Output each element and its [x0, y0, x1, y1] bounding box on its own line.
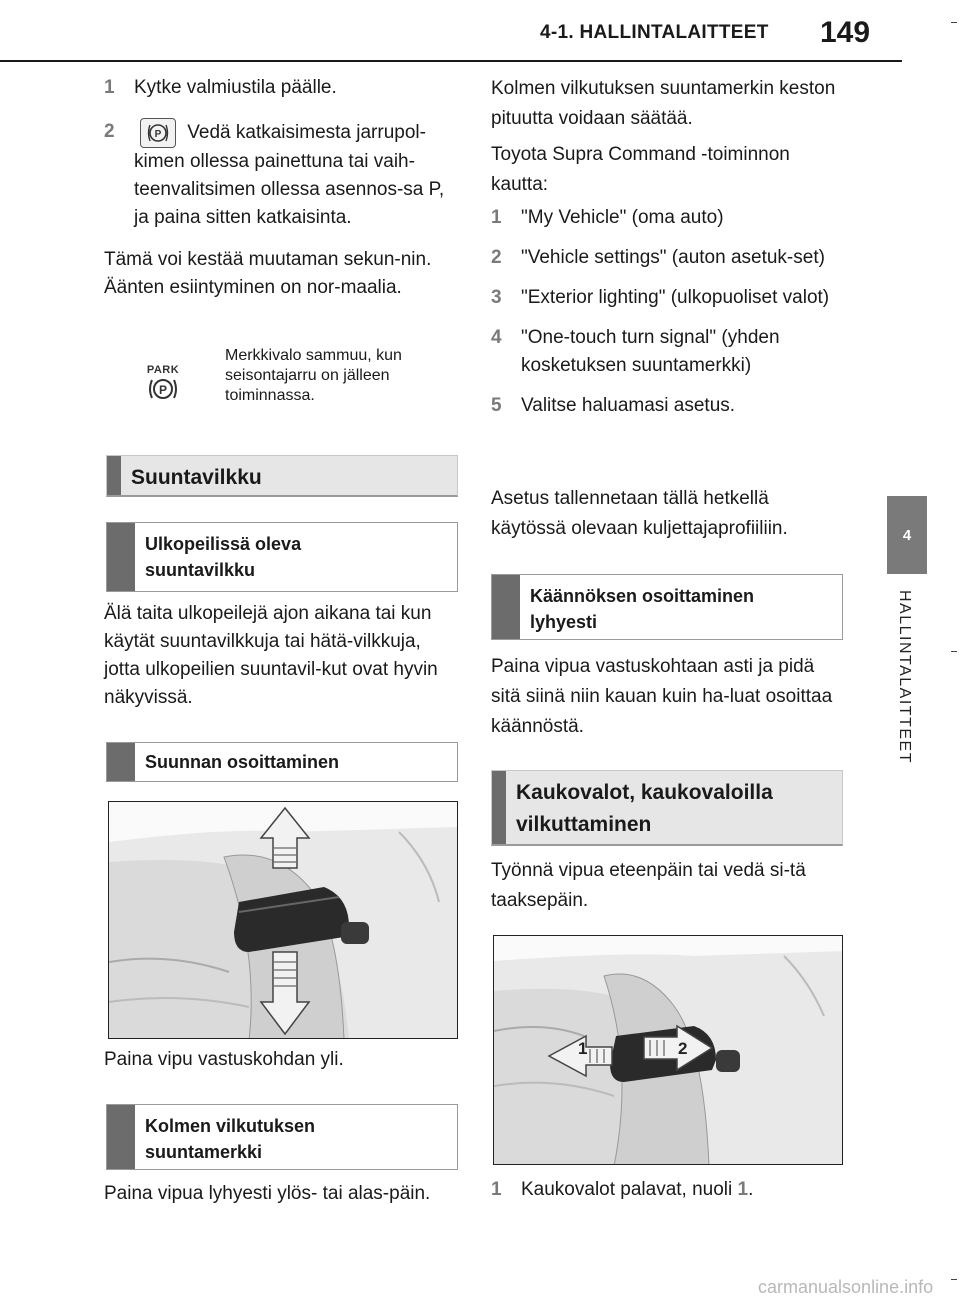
- parking-brake-icon: [140, 118, 176, 148]
- park-note-text: Merkkivalo sammuu, kun seisontajarru on jälleen toiminnassa.: [225, 347, 402, 404]
- heading-kaukovalot: [491, 770, 843, 846]
- step-text: "My Vehicle" (oma auto): [521, 207, 724, 228]
- paragraph: Tämä voi kestää muutaman sekun-nin. Äänten esiintyminen on nor-maalia.: [104, 249, 432, 298]
- paragraph: Kolmen vilkutuksen suuntamerkin keston pituutta voidaan säätää.: [491, 78, 836, 129]
- crop-mark: [951, 22, 957, 23]
- svg-text:P: P: [154, 129, 162, 140]
- park-indicator-icon: [143, 364, 183, 407]
- heading-text: Ulkopeilissä oleva suuntavilkku: [145, 534, 302, 580]
- svg-text:P: P: [158, 383, 168, 397]
- heading-suuntavilkku: [106, 455, 458, 497]
- section-title: 4-1. HALLINTALAITTEET: [540, 22, 769, 43]
- step-number: 3: [491, 287, 502, 308]
- chapter-number: 4: [902, 526, 912, 544]
- step-number: 2: [491, 247, 502, 268]
- heading-bar: [107, 743, 135, 781]
- settings-steps: [491, 204, 841, 420]
- step-number: 5: [491, 395, 502, 416]
- paragraph: Työnnä vipua eteenpäin tai vedä si-tä taaksepäin.: [491, 860, 806, 911]
- heading-kaannos: [491, 574, 843, 640]
- heading-bar: [107, 456, 121, 495]
- step-number: 4: [491, 327, 502, 348]
- step-2: [104, 118, 464, 232]
- paragraph: Älä taita ulkopeilejä ajon aikana tai kun käytät suuntavilkkuja tai hätä-vilkkuja, jotta ulkopeilien suuntavil-kut ovat hyvin näkyvissä.: [104, 603, 438, 708]
- heading-text: Käännöksen osoittaminen lyhyesti: [530, 586, 755, 632]
- crop-mark: [951, 651, 957, 652]
- list-item: [491, 284, 841, 312]
- step-text: "Exterior lighting" (ulkopuoliset valot): [521, 287, 830, 308]
- heading-text: Suunnan osoittaminen: [145, 752, 340, 772]
- list-item: [491, 324, 841, 380]
- paragraph: Paina vipua lyhyesti ylös- tai alas-päin.: [104, 1183, 431, 1204]
- list-item: [491, 1176, 841, 1204]
- left-steps: [104, 74, 464, 102]
- heading-bar: [107, 523, 135, 591]
- figure-caption: [491, 1176, 841, 1204]
- step-text: Kytke valmiustila päälle.: [134, 77, 337, 98]
- caption-text: Kaukovalot palavat, nuoli: [521, 1179, 733, 1200]
- turn-signal-lever-figure: [108, 801, 458, 1039]
- heading-bar: [107, 1105, 135, 1169]
- park-icon-text: PARK: [146, 364, 180, 376]
- caption-end: .: [748, 1179, 754, 1200]
- page-number: 149: [820, 16, 871, 49]
- arrow-label-2: 2: [678, 1039, 688, 1058]
- list-item: [491, 392, 841, 420]
- paragraph: Asetus tallennetaan tällä hetkellä käytössä olevaan kuljettajaprofiiliin.: [491, 488, 788, 539]
- step-text: Vedä katkaisimesta jarrupol-kimen ollessa painettuna tai vaih-teenvalitsimen ollessa asennos-sa P, ja paina sitten katkaisinta.: [134, 122, 445, 228]
- heading-bar: [492, 575, 520, 639]
- heading-text: Suuntavilkku: [131, 466, 262, 489]
- paragraph: Paina vipua vastuskohtaan asti ja pidä sitä siinä niin kauan kuin ha-luat osoittaa käännöstä.: [491, 656, 833, 737]
- step-text: "Vehicle settings" (auton asetuk-set): [521, 247, 825, 268]
- step-number: 1: [491, 207, 502, 228]
- paragraph: Toyota Supra Command -toiminnon kautta:: [491, 144, 790, 195]
- list-item: [491, 244, 841, 272]
- heading-bar: [492, 771, 506, 844]
- header-rule: [0, 60, 902, 62]
- crop-mark: [951, 1279, 957, 1280]
- heading-text: Kolmen vilkutuksen suuntamerkki: [145, 1116, 316, 1162]
- heading-suunnan: [106, 742, 458, 782]
- list-item: [104, 118, 464, 232]
- paragraph: Paina vipu vastuskohdan yli.: [104, 1049, 344, 1070]
- step-number: 1: [104, 77, 115, 98]
- caption-ref: 1: [737, 1179, 749, 1200]
- heading-ulkopeili: [106, 522, 458, 592]
- heading-text: Kaukovalot, kaukovaloilla vilkuttaminen: [516, 781, 773, 836]
- step-number: 2: [104, 121, 115, 142]
- list-item: [491, 204, 841, 232]
- high-beam-lever-figure: [493, 935, 843, 1165]
- chapter-label: HALLINTALAITTEET: [896, 590, 913, 764]
- list-item: [104, 74, 464, 102]
- step-text: Valitse haluamasi asetus.: [521, 395, 736, 416]
- arrow-label-1: 1: [578, 1039, 588, 1058]
- heading-kolmen: [106, 1104, 458, 1170]
- step-text: "One-touch turn signal" (yhden kosketuksen suuntamerkki): [521, 327, 780, 376]
- footer-watermark: carmanualsonline.info: [758, 1277, 934, 1297]
- caption-number: 1: [491, 1179, 502, 1200]
- chapter-tab: [887, 496, 927, 574]
